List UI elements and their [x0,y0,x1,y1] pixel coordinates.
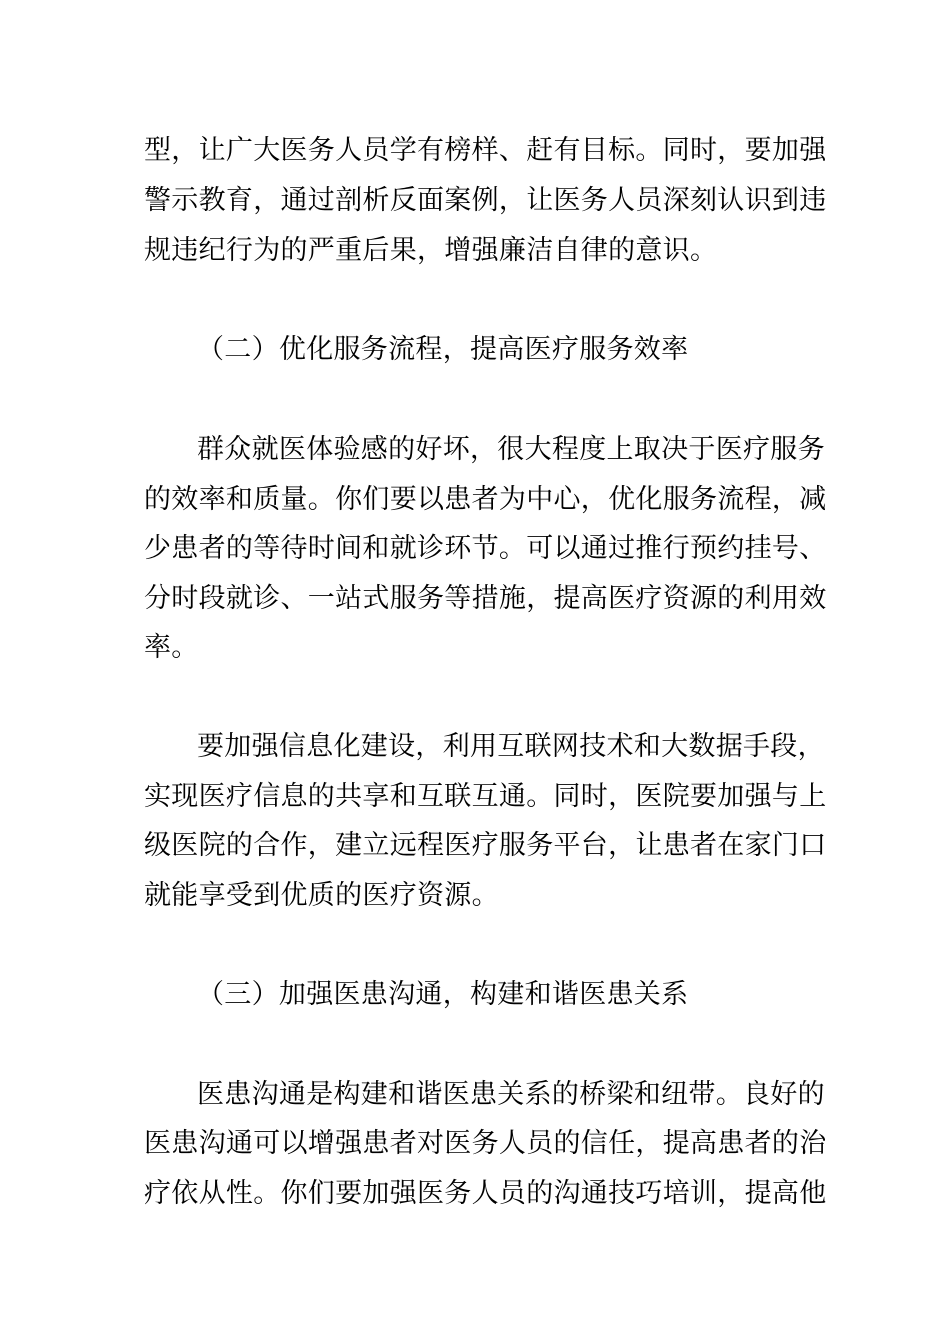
paragraph-line: 型，让广大医务人员学有榜样、赶有目标。同时，要加强 [144,135,827,166]
paragraph-line: 实现医疗信息的共享和互联互通。同时，医院要加强与上 [144,781,827,812]
section-heading: （二）优化服务流程，提高医疗服务效率 [197,334,689,365]
paragraph-line: 的效率和质量。你们要以患者为中心，优化服务流程，减 [144,484,827,515]
paragraph-line: 级医院的合作，建立远程医疗服务平台，让患者在家门口 [144,830,827,861]
paragraph-line: 警示教育，通过剖析反面案例，让医务人员深刻认识到违 [144,185,827,216]
paragraph-line: 医患沟通是构建和谐医患关系的桥梁和纽带。良好的 [197,1079,825,1110]
paragraph-line: 就能享受到优质的医疗资源。 [144,880,499,911]
paragraph-line: 群众就医体验感的好坏，很大程度上取决于医疗服务 [197,434,825,465]
section-heading: （三）加强医患沟通，构建和谐医患关系 [197,979,689,1010]
paragraph-line: 分时段就诊、一站式服务等措施，提高医疗资源的利用效 [144,583,827,614]
paragraph-line: 疗依从性。你们要加强医务人员的沟通技巧培训，提高他 [144,1178,827,1209]
paragraph-line: 率。 [144,632,199,663]
paragraph-line: 规违纪行为的严重后果，增强廉洁自律的意识。 [144,235,718,266]
paragraph-line: 少患者的等待时间和就诊环节。可以通过推行预约挂号、 [144,533,827,564]
paragraph-line: 医患沟通可以增强患者对医务人员的信任，提高患者的治 [144,1128,827,1159]
paragraph-line: 要加强信息化建设，利用互联网技术和大数据手段， [197,731,825,762]
